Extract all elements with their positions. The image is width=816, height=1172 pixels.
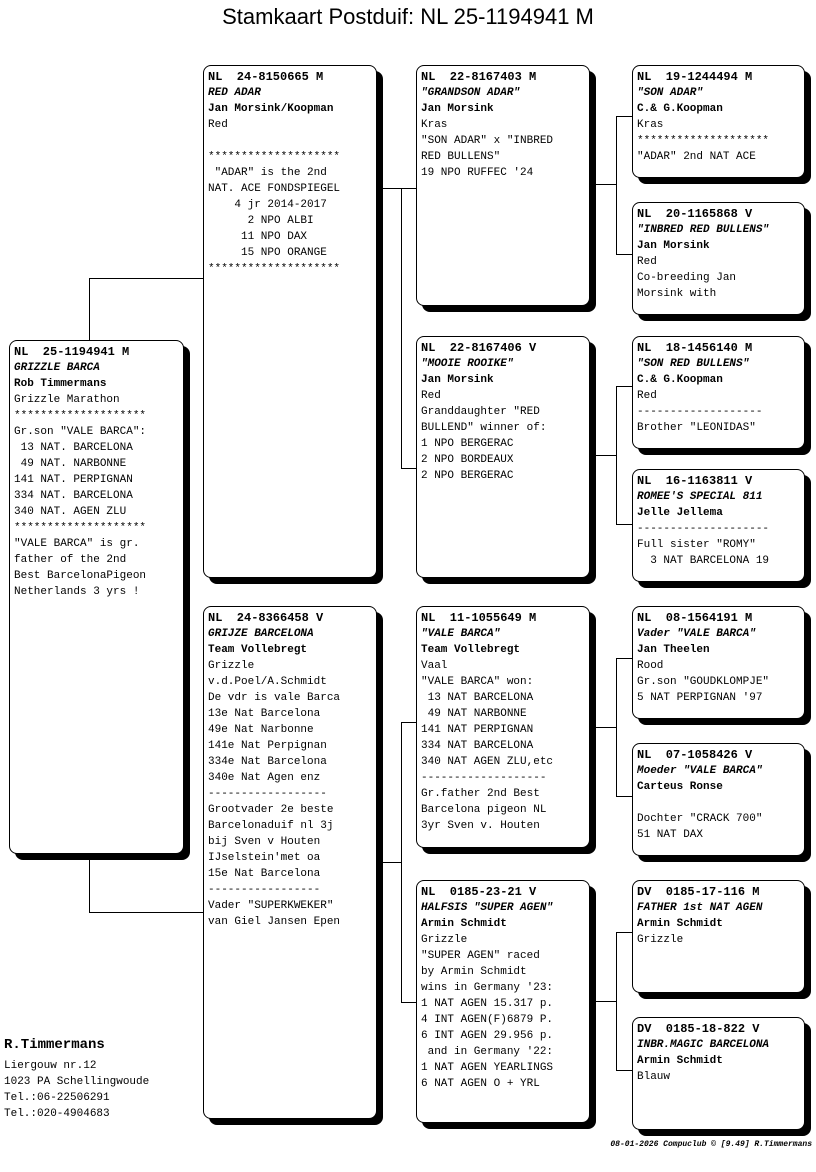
- info-line: 340 NAT. AGEN ZLU: [14, 506, 127, 518]
- ring-number: NL 07-1058426 V: [637, 748, 753, 762]
- info-line: and in Germany '22:: [421, 1046, 554, 1058]
- connector-line: [596, 727, 616, 728]
- info-line: 141 NAT. PERPIGNAN: [14, 474, 133, 486]
- info-line: Rood: [637, 660, 664, 672]
- info-line: 334 NAT. BARCELONA: [14, 490, 133, 502]
- info-line: 13 NAT. BARCELONA: [14, 442, 133, 454]
- info-line: 11 NPO DAX: [208, 231, 308, 243]
- info-line: Red: [208, 119, 228, 131]
- info-line: ------------------: [208, 788, 327, 800]
- info-line: -----------------: [208, 884, 321, 896]
- info-line: Netherlands 3 yrs !: [14, 586, 140, 598]
- pigeon-name: Moeder "VALE BARCA": [637, 765, 763, 777]
- pigeon-card-father: [203, 65, 377, 578]
- info-line: Grizzle: [637, 934, 684, 946]
- pigeon-card-gf-maternal: [416, 606, 590, 848]
- pigeon-owner: C.& G.Koopman: [637, 374, 723, 386]
- ring-number: NL 08-1564191 M: [637, 611, 753, 625]
- info-line: 3 NAT BARCELONA 19: [637, 555, 770, 567]
- connector-line: [596, 455, 616, 456]
- info-line: Red: [637, 256, 657, 268]
- pigeon-owner: Jan Morsink: [637, 240, 710, 252]
- info-line: -------------------: [421, 772, 547, 784]
- info-line: 340e Nat Agen enz: [208, 772, 321, 784]
- connector-line: [401, 188, 402, 468]
- connector-line: [616, 658, 617, 796]
- connector-line: [616, 386, 617, 524]
- info-line: by Armin Schmidt: [421, 966, 527, 978]
- info-line: ********************: [14, 522, 147, 534]
- info-line: Vader "SUPERKWEKER": [208, 900, 334, 912]
- info-line: 15e Nat Barcelona: [208, 868, 321, 880]
- pigeon-name: HALFSIS "SUPER AGEN": [421, 902, 554, 914]
- connector-line: [616, 1070, 633, 1071]
- pigeon-owner: C.& G.Koopman: [637, 103, 723, 115]
- info-line: "VALE BARCA" won:: [421, 676, 534, 688]
- connector-line: [596, 1001, 616, 1002]
- ring-number: NL 24-8366458 V: [208, 611, 324, 625]
- info-line: 49 NAT NARBONNE: [421, 708, 527, 720]
- connector-line: [383, 188, 401, 189]
- info-line: 141 NAT PERPIGNAN: [421, 724, 534, 736]
- connector-line: [596, 184, 616, 185]
- connector-line: [89, 278, 90, 340]
- connector-line: [401, 722, 402, 1002]
- ring-number: NL 20-1165868 V: [637, 207, 753, 221]
- pigeon-name: ROMEE'S SPECIAL 811: [637, 491, 763, 503]
- pigeon-card-ggp-5: [632, 606, 805, 719]
- pigeon-card-mother: [203, 606, 377, 1119]
- breeder-address: Liergouw nr.12: [4, 1060, 97, 1072]
- info-line: ********************: [637, 135, 770, 147]
- info-line: "ADAR" is the 2nd: [208, 167, 327, 179]
- breeder-info: [4, 1036, 149, 1122]
- info-line: 3yr Sven v. Houten: [421, 820, 540, 832]
- connector-line: [383, 862, 401, 863]
- pigeon-card-subject: [9, 340, 184, 854]
- info-line: Blauw: [637, 1071, 671, 1083]
- info-line: 4 jr 2014-2017: [208, 199, 327, 211]
- pigeon-owner: Jan Morsink/Koopman: [208, 103, 334, 115]
- pigeon-owner: Team Vollebregt: [421, 644, 521, 656]
- pigeon-card-ggp-7: [632, 880, 805, 993]
- info-line: -------------------: [637, 406, 763, 418]
- connector-line: [616, 116, 617, 254]
- connector-line: [89, 278, 204, 279]
- info-line: 15 NPO ORANGE: [208, 247, 327, 259]
- pigeon-card-ggp-8: [632, 1017, 805, 1130]
- info-line: 49e Nat Narbonne: [208, 724, 314, 736]
- info-line: 6 NAT AGEN O + YRL: [421, 1078, 540, 1090]
- connector-line: [616, 932, 633, 933]
- ring-number: DV 0185-18-822 V: [637, 1022, 760, 1036]
- breeder-phone: Tel.:06-22506291: [4, 1092, 110, 1104]
- info-line: 2 NPO BORDEAUX: [421, 454, 514, 466]
- info-line: 1 NAT AGEN 15.317 p.: [421, 998, 554, 1010]
- info-line: wins in Germany '23:: [421, 982, 554, 994]
- info-line: Grizzle Marathon: [14, 394, 120, 406]
- info-line: Morsink with: [637, 288, 717, 300]
- pigeon-owner: Jan Theelen: [637, 644, 710, 656]
- info-line: 334 NAT BARCELONA: [421, 740, 534, 752]
- info-line: Dochter "CRACK 700": [637, 813, 763, 825]
- ring-number: NL 24-8150665 M: [208, 70, 324, 84]
- info-line: 49 NAT. NARBONNE: [14, 458, 127, 470]
- pigeon-name: "SON ADAR": [637, 87, 704, 99]
- pigeon-name: FATHER 1st NAT AGEN: [637, 902, 763, 914]
- info-line: van Giel Jansen Epen: [208, 916, 341, 928]
- pigeon-owner: Jelle Jellema: [637, 507, 723, 519]
- connector-line: [616, 524, 633, 525]
- breeder-postcode: 1023 PA Schellingwoude: [4, 1076, 150, 1088]
- pigeon-name: "GRANDSON ADAR": [421, 87, 521, 99]
- pigeon-name: "VALE BARCA": [421, 628, 501, 640]
- pigeon-owner: Carteus Ronse: [637, 781, 723, 793]
- pigeon-owner: Armin Schmidt: [637, 918, 723, 930]
- info-line: 4 INT AGEN(F)6879 P.: [421, 1014, 554, 1026]
- info-line: 6 INT AGEN 29.956 p.: [421, 1030, 554, 1042]
- pigeon-owner: Armin Schmidt: [421, 918, 507, 930]
- info-line: Kras: [637, 119, 664, 131]
- connector-line: [616, 386, 633, 387]
- ring-number: NL 19-1244494 M: [637, 70, 753, 84]
- connector-line: [401, 722, 417, 723]
- info-line: 2 NPO BERGERAC: [421, 470, 514, 482]
- info-line: 5 NAT PERPIGNAN '97: [637, 692, 763, 704]
- connector-line: [401, 468, 417, 469]
- pigeon-owner: Armin Schmidt: [637, 1055, 723, 1067]
- pigeon-card-ggp-4: [632, 469, 805, 582]
- info-line: Granddaughter "RED: [421, 406, 540, 418]
- pigeon-owner: Jan Morsink: [421, 103, 494, 115]
- info-line: RED BULLENS": [421, 151, 501, 163]
- pigeon-card-ggp-6: [632, 743, 805, 856]
- info-line: 1 NPO BERGERAC: [421, 438, 514, 450]
- connector-line: [616, 658, 633, 659]
- info-line: Brother "LEONIDAS": [637, 422, 756, 434]
- info-line: BULLEND" winner of:: [421, 422, 547, 434]
- info-line: ********************: [14, 410, 147, 422]
- ring-number: NL 0185-23-21 V: [421, 885, 537, 899]
- info-line: 334e Nat Barcelona: [208, 756, 327, 768]
- info-line: Gr.son "VALE BARCA":: [14, 426, 147, 438]
- pigeon-owner: Team Vollebregt: [208, 644, 308, 656]
- info-line: De vdr is vale Barca: [208, 692, 341, 704]
- info-line: Gr.son "GOUDKLOMPJE": [637, 676, 770, 688]
- ring-number: NL 25-1194941 M: [14, 345, 130, 359]
- pigeon-card-gm-paternal: [416, 336, 590, 578]
- ring-number: NL 22-8167406 V: [421, 341, 537, 355]
- pigeon-card-ggp-2: [632, 202, 805, 315]
- breeder-phone-2: Tel.:020-4904683: [4, 1108, 110, 1120]
- info-line: father of the 2nd: [14, 554, 127, 566]
- info-line: "ADAR" 2nd NAT ACE: [637, 151, 756, 163]
- pigeon-card-gf-paternal: [416, 65, 590, 306]
- info-line: Red: [637, 390, 657, 402]
- info-line: 141e Nat Perpignan: [208, 740, 327, 752]
- info-line: Kras: [421, 119, 448, 131]
- connector-line: [616, 116, 633, 117]
- info-line: Red: [421, 390, 441, 402]
- info-line: Best BarcelonaPigeon: [14, 570, 147, 582]
- connector-line: [616, 796, 633, 797]
- info-line: Barcelona pigeon NL: [421, 804, 547, 816]
- info-line: Grizzle: [208, 660, 255, 672]
- page-title: Stamkaart Postduif: NL 25-1194941 M: [222, 4, 594, 29]
- info-line: 19 NPO RUFFEC '24: [421, 167, 534, 179]
- pigeon-name: Vader "VALE BARCA": [637, 628, 756, 640]
- info-line: Co-breeding Jan: [637, 272, 737, 284]
- ring-number: DV 0185-17-116 M: [637, 885, 760, 899]
- info-line: Grootvader 2e beste: [208, 804, 334, 816]
- footer-credit: 08-01-2026 Compuclub © [9.49] R.Timmermans: [610, 1140, 812, 1149]
- connector-line: [616, 932, 617, 1070]
- ring-number: NL 16-1163811 V: [637, 474, 753, 488]
- pigeon-name: "INBRED RED BULLENS": [637, 224, 770, 236]
- ring-number: NL 11-1055649 M: [421, 611, 537, 625]
- info-line: NAT. ACE FONDSPIEGEL: [208, 183, 341, 195]
- info-line: 340 NAT AGEN ZLU,etc: [421, 756, 554, 768]
- pigeon-name: "SON RED BULLENS": [637, 358, 750, 370]
- info-line: ********************: [208, 151, 341, 163]
- ring-number: NL 22-8167403 M: [421, 70, 537, 84]
- info-line: Vaal: [421, 660, 448, 672]
- pigeon-name: RED ADAR: [208, 87, 261, 99]
- connector-line: [616, 254, 633, 255]
- info-line: "SON ADAR" x "INBRED: [421, 135, 554, 147]
- pigeon-name: GRIJZE BARCELONA: [208, 628, 314, 640]
- info-line: "SUPER AGEN" raced: [421, 950, 540, 962]
- pigeon-owner: Jan Morsink: [421, 374, 494, 386]
- pigeon-name: "MOOIE ROOIKE": [421, 358, 514, 370]
- connector-line: [401, 1002, 417, 1003]
- ring-number: NL 18-1456140 M: [637, 341, 753, 355]
- info-line: bij Sven v Houten: [208, 836, 321, 848]
- info-line: Grizzle: [421, 934, 468, 946]
- info-line: --------------------: [637, 523, 770, 535]
- breeder-name: R.Timmermans: [4, 1037, 105, 1053]
- pigeon-card-ggp-3: [632, 336, 805, 449]
- pigeon-card-gm-maternal: [416, 880, 590, 1123]
- info-line: 1 NAT AGEN YEARLINGS: [421, 1062, 554, 1074]
- info-line: Full sister "ROMY": [637, 539, 756, 551]
- info-line: 13e Nat Barcelona: [208, 708, 321, 720]
- info-line: ********************: [208, 263, 341, 275]
- pigeon-name: INBR.MAGIC BARCELONA: [637, 1039, 770, 1051]
- connector-line: [401, 188, 417, 189]
- info-line: "VALE BARCA" is gr.: [14, 538, 140, 550]
- info-line: [208, 133, 372, 149]
- info-line: 2 NPO ALBI: [208, 215, 314, 227]
- info-line: Gr.father 2nd Best: [421, 788, 540, 800]
- connector-line: [89, 912, 204, 913]
- pigeon-card-ggp-1: [632, 65, 805, 178]
- pigeon-name: GRIZZLE BARCA: [14, 362, 100, 374]
- info-line: IJselstein'met oa: [208, 852, 321, 864]
- info-line: v.d.Poel/A.Schmidt: [208, 676, 327, 688]
- connector-line: [89, 854, 90, 912]
- info-line: 13 NAT BARCELONA: [421, 692, 534, 704]
- pigeon-owner: Rob Timmermans: [14, 378, 107, 390]
- info-line: 51 NAT DAX: [637, 829, 704, 841]
- info-line: Barcelonaduif nl 3j: [208, 820, 334, 832]
- info-line: [637, 795, 800, 811]
